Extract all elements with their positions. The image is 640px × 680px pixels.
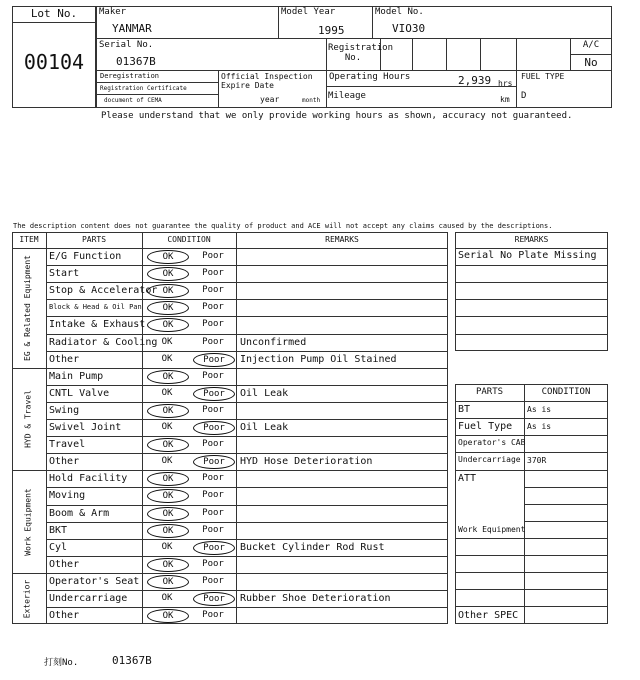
remark-text: Oil Leak <box>240 422 289 433</box>
ok-option[interactable]: OK <box>161 541 173 552</box>
serial-label: Serial No. <box>99 40 154 50</box>
table-header-divider <box>12 248 448 249</box>
ok-option[interactable]: OK <box>147 438 189 452</box>
row-divider <box>46 316 448 317</box>
ok-option[interactable]: OK <box>147 489 189 503</box>
poor-option[interactable]: Poor <box>202 524 224 535</box>
registration-certificate-label: Registration Certificate <box>100 85 187 92</box>
ok-option[interactable]: OK <box>147 472 189 486</box>
ok-option[interactable]: OK <box>147 558 189 572</box>
remarks-row-divider <box>455 282 608 283</box>
deregistration-label: Deregistration <box>100 72 160 80</box>
model-no-label: Model No. <box>375 7 424 17</box>
remark-text: HYD Hose Deterioration <box>240 456 373 468</box>
right-part-condition: As is <box>527 422 552 432</box>
ok-option[interactable]: OK <box>147 575 189 589</box>
parts-row-divider <box>455 606 608 607</box>
part-name: Other <box>49 353 80 365</box>
part-name: Swivel Joint <box>49 422 122 433</box>
part-name: Other <box>49 610 80 622</box>
lot-value: 00104 <box>23 50 85 74</box>
poor-option[interactable]: Poor <box>202 610 224 621</box>
remarks-row-divider <box>455 316 608 317</box>
group-label: HYD & Travel <box>23 390 32 448</box>
right-part-name: Undercarriage <box>458 455 521 465</box>
parts-row-divider <box>455 435 608 436</box>
ok-option[interactable]: OK <box>147 250 189 264</box>
row-divider <box>46 282 448 283</box>
remark-text: Injection Pump Oil Stained <box>240 353 397 365</box>
poor-option[interactable]: Poor <box>202 558 224 569</box>
part-name: Start <box>49 268 80 280</box>
row-divider <box>46 351 448 352</box>
lot-label: Lot No. <box>30 7 78 20</box>
group-divider <box>12 368 448 369</box>
part-name: Boom & Arm <box>49 507 110 519</box>
poor-option[interactable]: Poor <box>193 455 235 469</box>
poor-option[interactable]: Poor <box>202 490 224 501</box>
serial-value: 01367B <box>116 55 156 68</box>
parts-row-divider <box>524 521 608 522</box>
right-remarks-header: REMARKS <box>514 235 549 244</box>
ok-option[interactable]: OK <box>161 336 173 347</box>
group-divider <box>12 470 448 471</box>
ok-option[interactable]: OK <box>161 387 173 398</box>
ok-option[interactable]: OK <box>147 318 189 332</box>
month-label: month <box>302 97 321 104</box>
right-part-name: Fuel Type <box>458 421 513 433</box>
part-name: E/G Function <box>49 251 122 262</box>
poor-option[interactable]: Poor <box>202 319 224 330</box>
remarks-row-divider <box>455 265 608 266</box>
poor-option[interactable]: Poor <box>202 404 224 415</box>
remarks-header: REMARKS <box>325 235 359 244</box>
poor-option[interactable]: Poor <box>202 575 224 586</box>
parts-row-divider <box>455 401 608 402</box>
parts-row-divider <box>455 452 608 453</box>
right-part-condition: As is <box>527 405 552 415</box>
item-header: ITEM <box>19 235 39 244</box>
parts-row-divider <box>455 572 608 573</box>
condition-header: CONDITION <box>167 235 211 244</box>
parts-row-divider <box>524 487 608 488</box>
part-name: Main Pump <box>49 370 104 382</box>
fuel-type-label: FUEL TYPE <box>521 72 565 81</box>
working-hours-notice: Please understand that we only provide working hours as shown, accuracy not guaranteed. <box>101 111 573 121</box>
right-part-name: ATT <box>458 472 477 484</box>
stamp-value: 01367B <box>112 654 152 667</box>
right-part-name: Operator's CAB <box>458 438 526 448</box>
operating-hours-label: Operating Hours <box>329 72 411 82</box>
row-divider <box>46 334 448 335</box>
remark-text: Oil Leak <box>240 387 289 399</box>
right-part-name: BT <box>458 404 471 416</box>
ok-option[interactable]: OK <box>161 353 173 364</box>
disclaimer: The description content does not guarantee the quality of product and ACE will not accept any claims caused by the descriptions. <box>13 222 553 230</box>
right-condition-header: CONDITION <box>541 387 591 397</box>
part-name: Hold Facility <box>49 473 128 485</box>
poor-option[interactable]: Poor <box>202 302 224 313</box>
ac-value: No <box>584 56 598 69</box>
operating-hours-value: 2,939 <box>458 74 492 87</box>
part-name: Moving <box>49 490 86 502</box>
group-label: Exterior <box>22 579 32 618</box>
mileage-label: Mileage <box>328 91 366 101</box>
row-divider <box>46 385 448 386</box>
maker-label: Maker <box>99 7 127 17</box>
remark-text: Rubber Shoe Deterioration <box>240 593 391 604</box>
remark-text: Unconfirmed <box>240 336 307 348</box>
part-name: Intake & Exhaust <box>49 319 146 331</box>
model-no-value: VIO30 <box>392 22 426 35</box>
year-label: year <box>260 95 280 104</box>
right-part-condition: 370R <box>527 456 547 466</box>
remarks-row-divider <box>455 299 608 300</box>
ac-label: A/C <box>582 40 600 50</box>
row-divider <box>46 402 448 403</box>
ok-option[interactable]: OK <box>147 507 189 521</box>
part-name: Travel <box>49 439 86 451</box>
poor-option[interactable]: Poor <box>193 387 235 401</box>
poor-option[interactable]: Poor <box>193 421 235 435</box>
work-equipment-label: Work Equipment <box>458 524 526 534</box>
part-name: Stop & Accelerator <box>49 285 158 297</box>
poor-option[interactable]: Poor <box>202 336 224 347</box>
part-name: Operator's Seat <box>49 575 140 587</box>
part-name: BKT <box>49 524 68 536</box>
model-year-label: Model Year <box>281 7 336 17</box>
ok-option[interactable]: OK <box>147 301 189 315</box>
row-divider <box>46 265 448 266</box>
ok-option[interactable]: OK <box>147 370 189 384</box>
row-divider <box>46 505 448 506</box>
poor-option[interactable]: Poor <box>193 353 235 367</box>
registration-label: Registration No. <box>328 43 394 63</box>
table-column-divider <box>46 232 47 624</box>
poor-option[interactable]: Poor <box>202 507 224 518</box>
row-divider <box>46 539 448 540</box>
parts-row-divider <box>455 589 608 590</box>
row-divider <box>46 522 448 523</box>
remarks-row-divider <box>455 334 608 335</box>
table-column-divider <box>236 232 237 624</box>
maker-value: YANMAR <box>112 22 152 35</box>
remarks-header-divider <box>455 248 608 249</box>
part-name: Radiator & Cooling <box>49 336 158 348</box>
parts-row-divider <box>455 470 608 471</box>
row-divider <box>46 436 448 437</box>
poor-option[interactable]: Poor <box>202 370 224 381</box>
row-divider <box>46 590 448 591</box>
poor-option[interactable]: Poor <box>202 473 224 484</box>
part-name: Other <box>49 558 80 570</box>
right-parts-header: PARTS <box>475 387 504 397</box>
fuel-type-value: D <box>521 91 527 101</box>
row-divider <box>46 419 448 420</box>
parts-row-divider <box>524 504 608 505</box>
ok-option[interactable]: OK <box>147 267 189 281</box>
part-name: Swing <box>49 404 80 416</box>
part-name: Undercarriage <box>49 593 128 604</box>
row-divider <box>46 556 448 557</box>
inspection-label: Official Inspection Expire Date <box>221 72 313 90</box>
cema-label: document of CEMA <box>104 97 162 104</box>
poor-option[interactable]: Poor <box>193 592 235 606</box>
part-name: CNTL Valve <box>49 387 110 399</box>
parts-header: PARTS <box>81 235 107 244</box>
model-year-value: 1995 <box>318 24 345 37</box>
right-remark-item: Serial No Plate Missing <box>458 250 597 261</box>
parts-row-divider <box>455 538 608 539</box>
part-name: Other <box>49 456 80 468</box>
parts-row-divider <box>455 418 608 419</box>
ok-option[interactable]: OK <box>147 609 189 623</box>
row-divider <box>46 299 448 300</box>
group-label: Work Equipment <box>23 487 32 556</box>
km-label: km <box>500 95 510 104</box>
row-divider <box>46 453 448 454</box>
poor-option[interactable]: Poor <box>202 268 224 279</box>
parts-row-divider <box>455 555 608 556</box>
poor-option[interactable]: Poor <box>202 251 224 261</box>
ok-option[interactable]: OK <box>147 524 189 538</box>
stamp-label: 打刻No. <box>44 658 79 668</box>
ok-option[interactable]: OK <box>161 593 173 603</box>
ok-option[interactable]: OK <box>161 422 173 432</box>
part-name: Block & Head & Oil Pan <box>49 303 142 312</box>
remark-text: Bucket Cylinder Rod Rust <box>240 541 385 553</box>
ok-option[interactable]: OK <box>147 404 189 418</box>
group-label: EG & Related Equipment <box>23 254 32 361</box>
poor-option[interactable]: Poor <box>193 541 235 555</box>
row-divider <box>46 607 448 608</box>
ok-option[interactable]: OK <box>147 284 189 298</box>
poor-option[interactable]: Poor <box>202 285 224 296</box>
group-divider <box>12 573 448 574</box>
other-spec-label: Other SPEC <box>458 610 519 622</box>
hrs-label: hrs <box>498 79 513 88</box>
poor-option[interactable]: Poor <box>202 439 224 450</box>
row-divider <box>46 487 448 488</box>
part-name: Cyl <box>49 541 68 553</box>
ok-option[interactable]: OK <box>161 456 173 467</box>
